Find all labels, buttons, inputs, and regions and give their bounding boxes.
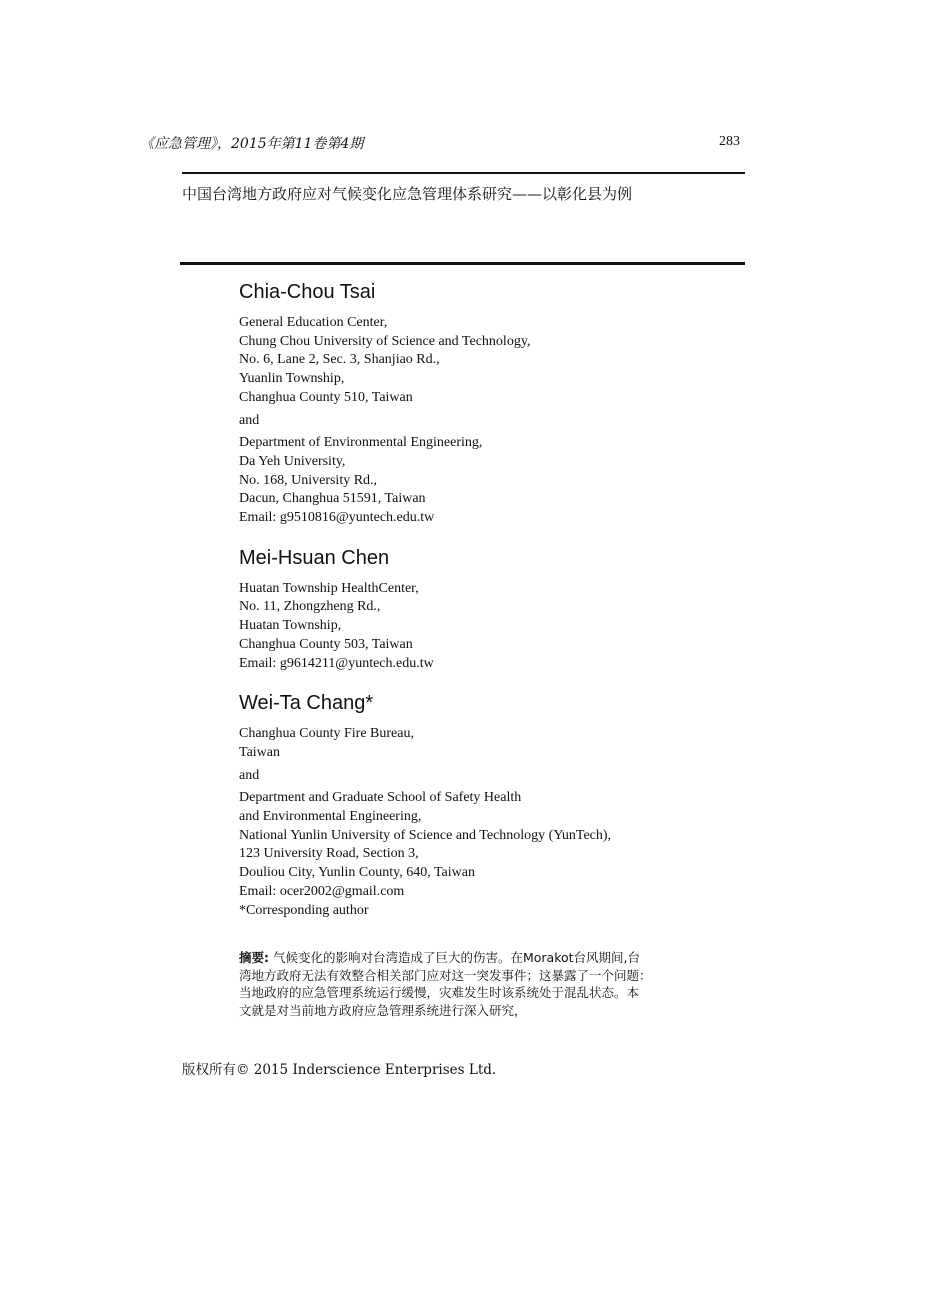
- author-name: Wei-Ta Chang*: [239, 692, 374, 715]
- corresponding-author-note: *Corresponding author: [239, 902, 369, 918]
- affiliation-line: No. 6, Lane 2, Sec. 3, Shanjiao Rd.,: [239, 352, 440, 368]
- author-name: Mei-Hsuan Chen: [239, 546, 390, 569]
- abstract: [239, 949, 699, 1019]
- affiliation-line: General Education Center,: [239, 315, 388, 330]
- title-rule: [180, 262, 745, 265]
- affiliation-line: No. 168, University Rd.,: [239, 472, 378, 488]
- affiliation: [239, 314, 719, 408]
- author-name: Chia-Chou Tsai: [239, 281, 376, 303]
- affiliation-line: Chung Chou University of Science and Technology,: [239, 333, 531, 349]
- author-list: [239, 279, 719, 928]
- author-email: Email: g9510816@yuntech.edu.tw: [239, 510, 435, 526]
- affiliation-line: No. 11, Zhongzheng Rd.,: [239, 599, 381, 615]
- affiliation-line: Department and Graduate School of Safety Health: [239, 790, 522, 806]
- affiliation: [239, 580, 719, 674]
- abstract-line: 湾地方政府无法有效整合相关部门应对这一突发事件；这暴露了一个问题：: [239, 967, 652, 983]
- author-email: Email: ocer2002@gmail.com: [239, 883, 405, 899]
- journal-citation: 《应急管理》，2015年第11卷第4期: [140, 136, 364, 152]
- affiliation-line: Department of Environmental Engineering,: [239, 435, 483, 451]
- author-block: [239, 545, 719, 674]
- header-rule: [182, 172, 745, 174]
- page-number: 283: [719, 134, 740, 149]
- affiliation: [239, 789, 719, 920]
- affiliation-line: Huatan Township HealthCenter,: [239, 580, 419, 596]
- author-block: [239, 279, 719, 528]
- affiliation-line: National Yunlin University of Science and Technology (YunTech),: [239, 827, 612, 843]
- affiliation: [239, 725, 719, 762]
- affiliation-line: Taiwan: [239, 744, 281, 760]
- and-separator: and: [239, 412, 260, 428]
- and-separator: and: [239, 767, 260, 783]
- copyright-notice: 版权所有© 2015 Inderscience Enterprises Ltd.: [182, 1062, 497, 1078]
- affiliation-line: Changhua County 510, Taiwan: [239, 389, 413, 405]
- running-title: 中国台湾地方政府应对气候变化应急管理体系研究——以彰化县为例: [182, 185, 633, 203]
- abstract-line: 当地政府的应急管理系统运行缓慢，灾难发生时该系统处于混乱状态。本: [239, 985, 640, 1000]
- affiliation-line: Da Yeh University,: [239, 453, 346, 469]
- abstract-line: [239, 949, 699, 967]
- affiliation-line: Changhua County Fire Bureau,: [239, 726, 414, 742]
- affiliation-line: Dacun, Changhua 51591, Taiwan: [239, 491, 426, 507]
- author-email: Email: g9614211@yuntech.edu.tw: [239, 655, 434, 671]
- abstract-text: 气候变化的影响对台湾造成了巨大的伤害。在Morakot台风期间,台: [269, 950, 641, 965]
- abstract-label: 摘要:: [239, 950, 269, 965]
- affiliation-line: Huatan Township,: [239, 618, 342, 634]
- affiliation: [239, 434, 719, 528]
- affiliation-line: 123 University Road, Section 3,: [239, 846, 419, 862]
- affiliation-line: Changhua County 503, Taiwan: [239, 636, 413, 652]
- affiliation-line: Douliou City, Yunlin County, 640, Taiwan: [239, 865, 475, 881]
- author-block: [239, 690, 719, 920]
- abstract-line: 文就是对当前地方政府应急管理系统进行深入研究，: [239, 1002, 527, 1018]
- affiliation-line: and Environmental Engineering,: [239, 809, 422, 825]
- affiliation-line: Yuanlin Township,: [239, 371, 345, 387]
